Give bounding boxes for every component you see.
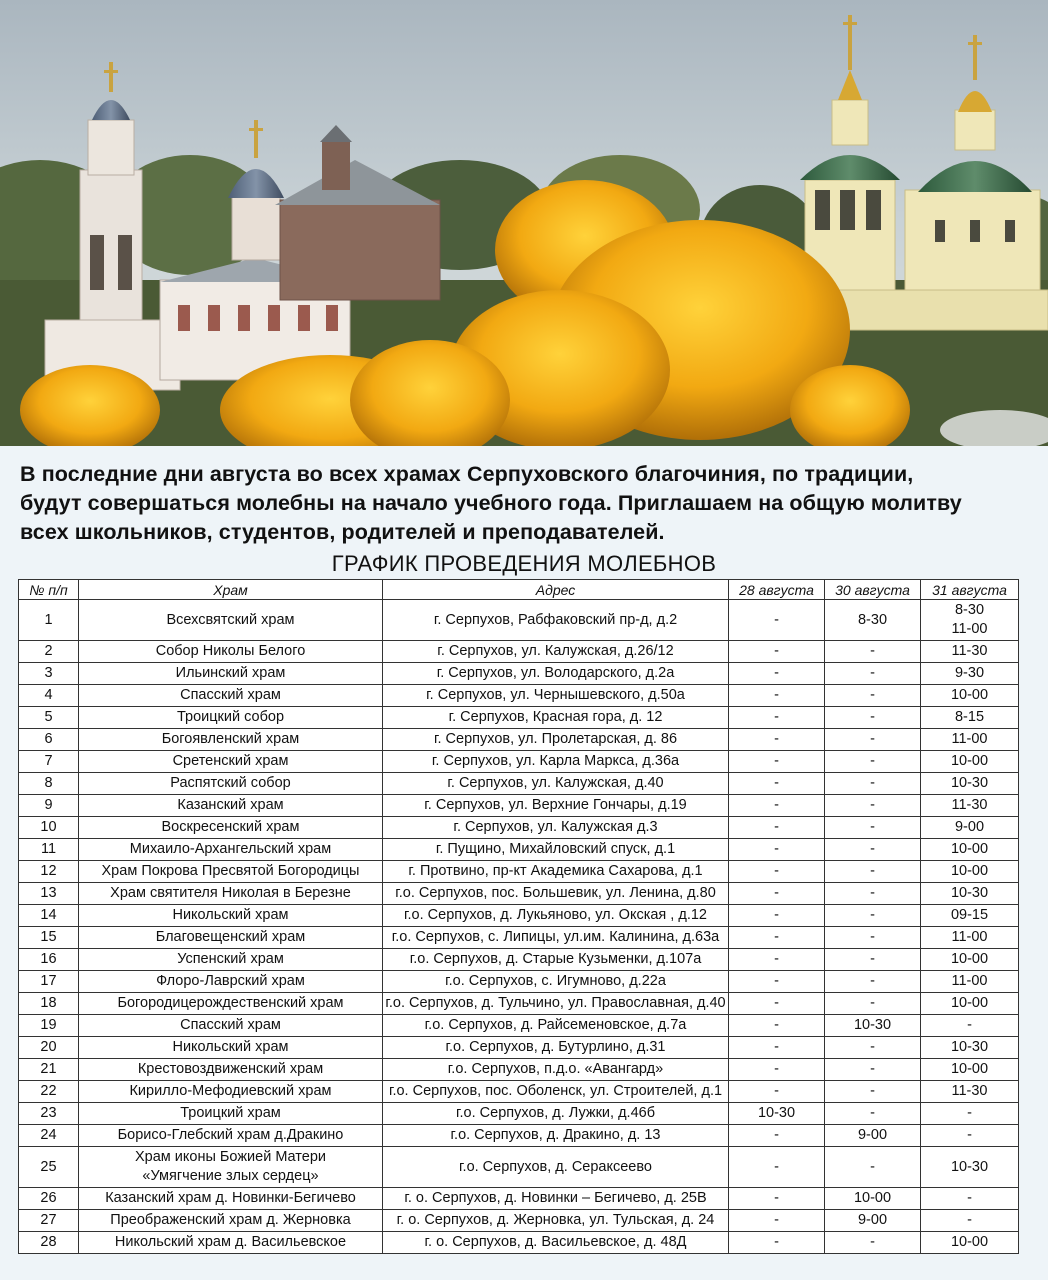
table-row [19, 751, 1019, 773]
church-address: г.о. Серпухов, д. Лукьяново, ул. Окская , д.12 [383, 905, 729, 927]
church-name-line: Храм иконы Божией Матери [134, 1149, 327, 1165]
time-aug30: - [825, 1232, 921, 1254]
church-name: Троицкий собор [79, 707, 383, 729]
church-address: г. Серпухов, ул. Верхние Гончары, д.19 [383, 795, 729, 817]
time-aug30: - [825, 817, 921, 839]
time-aug30: - [825, 927, 921, 949]
time-aug30: - [825, 993, 921, 1015]
time-aug31-line: 8-30 [954, 602, 985, 618]
church-name: Борисо-Глебский храм д.Дракино [79, 1125, 383, 1147]
church-name: Воскресенский храм [79, 817, 383, 839]
header-address: Адрес [383, 580, 729, 600]
table-row [19, 729, 1019, 751]
time-aug28: - [729, 883, 825, 905]
table-row [19, 839, 1019, 861]
table-row [19, 707, 1019, 729]
time-aug28: - [729, 839, 825, 861]
time-aug28: - [729, 773, 825, 795]
time-aug30: - [825, 663, 921, 685]
row-number: 10 [19, 817, 79, 839]
time-aug31-line: 11-00 [951, 621, 988, 637]
table-row [19, 1081, 1019, 1103]
intro-paragraph [20, 460, 1028, 547]
header-aug30: 30 августа [825, 580, 921, 600]
table-row [19, 971, 1019, 993]
time-aug30: - [825, 707, 921, 729]
row-number: 21 [19, 1059, 79, 1081]
time-aug28: - [729, 993, 825, 1015]
row-number: 12 [19, 861, 79, 883]
row-number: 7 [19, 751, 79, 773]
row-number: 16 [19, 949, 79, 971]
time-aug28: - [729, 600, 825, 641]
time-aug30: 10-00 [825, 1188, 921, 1210]
time-aug28: - [729, 751, 825, 773]
table-row [19, 1188, 1019, 1210]
header-church: Храм [79, 580, 383, 600]
table-body [19, 600, 1019, 1254]
time-aug28: - [729, 1125, 825, 1147]
time-aug31: 10-30 [921, 773, 1019, 795]
time-aug28: - [729, 1037, 825, 1059]
time-aug31: 10-00 [921, 949, 1019, 971]
table-row [19, 1015, 1019, 1037]
row-number: 18 [19, 993, 79, 1015]
time-aug30: 9-00 [825, 1125, 921, 1147]
time-aug28: - [729, 641, 825, 663]
row-number: 28 [19, 1232, 79, 1254]
church-address: г.о. Серпухов, пос. Большевик, ул. Ленина, д.80 [383, 883, 729, 905]
table-row [19, 773, 1019, 795]
table-row [19, 1232, 1019, 1254]
church-name: Собор Николы Белого [79, 641, 383, 663]
church-address: г. о. Серпухов, д. Новинки – Бегичево, д. 25В [383, 1188, 729, 1210]
church-address: г. Серпухов, ул. Калужская д.3 [383, 817, 729, 839]
time-aug31: 11-30 [921, 641, 1019, 663]
time-aug31: 10-00 [921, 751, 1019, 773]
time-aug30: - [825, 883, 921, 905]
row-number: 2 [19, 641, 79, 663]
table-row [19, 685, 1019, 707]
time-aug30: 10-30 [825, 1015, 921, 1037]
row-number: 5 [19, 707, 79, 729]
table-row [19, 1210, 1019, 1232]
row-number: 14 [19, 905, 79, 927]
church-name: Крестовоздвиженский храм [79, 1059, 383, 1081]
church-name: Ильинский храм [79, 663, 383, 685]
table-row [19, 861, 1019, 883]
time-aug31: 10-00 [921, 993, 1019, 1015]
church-address: г.о. Серпухов, с. Липицы, ул.им. Калинина, д.63а [383, 927, 729, 949]
church-address: г. Серпухов, ул. Пролетарская, д. 86 [383, 729, 729, 751]
row-number: 27 [19, 1210, 79, 1232]
church-name: Богоявленский храм [79, 729, 383, 751]
time-aug28: - [729, 927, 825, 949]
church-address: г.о. Серпухов, с. Игумново, д.22а [383, 971, 729, 993]
church-address: г.о. Серпухов, д. Тульчино, ул. Православная, д.40 [383, 993, 729, 1015]
row-number: 26 [19, 1188, 79, 1210]
church-name: Распятский собор [79, 773, 383, 795]
row-number: 6 [19, 729, 79, 751]
church-name: Сретенский храм [79, 751, 383, 773]
church-address: г.о. Серпухов, д. Сераксеево [383, 1147, 729, 1188]
church-address: г. Серпухов, ул. Чернышевского, д.50а [383, 685, 729, 707]
church-address: г.о. Серпухов, д. Бутурлино, д.31 [383, 1037, 729, 1059]
time-aug31: 10-00 [921, 861, 1019, 883]
time-aug31: - [921, 1188, 1019, 1210]
row-number: 9 [19, 795, 79, 817]
church-name [79, 1147, 383, 1188]
time-aug28: - [729, 1147, 825, 1188]
time-aug28: - [729, 1210, 825, 1232]
time-aug31: 8-15 [921, 707, 1019, 729]
time-aug30: 9-00 [825, 1210, 921, 1232]
row-number: 15 [19, 927, 79, 949]
time-aug28: - [729, 707, 825, 729]
table-row [19, 927, 1019, 949]
time-aug31: - [921, 1210, 1019, 1232]
time-aug31: 09-15 [921, 905, 1019, 927]
time-aug30: - [825, 971, 921, 993]
time-aug28: - [729, 1188, 825, 1210]
time-aug28: - [729, 663, 825, 685]
time-aug30: - [825, 1081, 921, 1103]
church-address: г. о. Серпухов, д. Жерновка, ул. Тульская, д. 24 [383, 1210, 729, 1232]
time-aug30: - [825, 729, 921, 751]
church-address: г. Протвино, пр-кт Академика Сахарова, д.1 [383, 861, 729, 883]
church-name: Храм Покрова Пресвятой Богородицы [79, 861, 383, 883]
church-address: г. Серпухов, Рабфаковский пр-д, д.2 [383, 600, 729, 641]
church-address: г. Серпухов, Красная гора, д. 12 [383, 707, 729, 729]
church-name: Казанский храм [79, 795, 383, 817]
table-row [19, 1059, 1019, 1081]
time-aug30: - [825, 1103, 921, 1125]
row-number: 8 [19, 773, 79, 795]
time-aug30: - [825, 1059, 921, 1081]
schedule-table [18, 579, 1019, 1254]
time-aug31 [921, 600, 1019, 641]
time-aug30: - [825, 949, 921, 971]
time-aug28: - [729, 795, 825, 817]
row-number: 11 [19, 839, 79, 861]
row-number: 13 [19, 883, 79, 905]
time-aug30: - [825, 751, 921, 773]
church-address: г. Серпухов, ул. Володарского, д.2а [383, 663, 729, 685]
time-aug28: - [729, 971, 825, 993]
table-row [19, 949, 1019, 971]
intro-line: всех школьников, студентов, родителей и преподавателей. [20, 520, 665, 544]
hero-photo [0, 0, 1048, 446]
church-address: г. Серпухов, ул. Калужская, д.26/12 [383, 641, 729, 663]
time-aug31: 11-00 [921, 729, 1019, 751]
table-row [19, 1037, 1019, 1059]
table-header-row [19, 580, 1019, 600]
time-aug28: - [729, 1081, 825, 1103]
time-aug31: - [921, 1125, 1019, 1147]
time-aug31: - [921, 1103, 1019, 1125]
table-row [19, 993, 1019, 1015]
church-name: Троицкий храм [79, 1103, 383, 1125]
time-aug31: 10-00 [921, 685, 1019, 707]
church-name: Благовещенский храм [79, 927, 383, 949]
time-aug31: 11-30 [921, 1081, 1019, 1103]
row-number: 19 [19, 1015, 79, 1037]
table-row [19, 795, 1019, 817]
church-address: г. о. Серпухов, д. Васильевское, д. 48Д [383, 1232, 729, 1254]
church-name: Флоро-Лаврский храм [79, 971, 383, 993]
time-aug30: - [825, 641, 921, 663]
time-aug31: 9-00 [921, 817, 1019, 839]
church-address: г.о. Серпухов, д. Лужки, д.46б [383, 1103, 729, 1125]
churches-illustration [0, 0, 1048, 446]
time-aug28: - [729, 861, 825, 883]
time-aug28: - [729, 729, 825, 751]
table-row [19, 641, 1019, 663]
time-aug31: 9-30 [921, 663, 1019, 685]
time-aug30: - [825, 773, 921, 795]
time-aug28: 10-30 [729, 1103, 825, 1125]
time-aug31: 10-30 [921, 883, 1019, 905]
table-row [19, 600, 1019, 641]
table-row [19, 1103, 1019, 1125]
church-address: г. Серпухов, ул. Карла Маркса, д.36а [383, 751, 729, 773]
time-aug30: - [825, 685, 921, 707]
church-address: г.о. Серпухов, д. Дракино, д. 13 [383, 1125, 729, 1147]
time-aug31: 10-30 [921, 1147, 1019, 1188]
church-address: г.о. Серпухов, д. Райсеменовское, д.7а [383, 1015, 729, 1037]
row-number: 24 [19, 1125, 79, 1147]
church-name: Никольский храм [79, 1037, 383, 1059]
church-name: Кирилло-Мефодиевский храм [79, 1081, 383, 1103]
time-aug28: - [729, 905, 825, 927]
church-name-line: «Умягчение злых сердец» [142, 1168, 319, 1184]
table-row [19, 1125, 1019, 1147]
time-aug30: 8-30 [825, 600, 921, 641]
church-name: Спасский храм [79, 685, 383, 707]
church-name: Спасский храм [79, 1015, 383, 1037]
row-number: 4 [19, 685, 79, 707]
intro-line: В последние дни августа во всех храмах Серпуховского благочиния, по традиции, [20, 462, 914, 486]
church-name: Всехсвятский храм [79, 600, 383, 641]
header-number: № п/п [19, 580, 79, 600]
schedule-title: ГРАФИК ПРОВЕДЕНИЯ МОЛЕБНОВ [331, 551, 717, 576]
table-row [19, 663, 1019, 685]
table-row [19, 883, 1019, 905]
table-row [19, 817, 1019, 839]
time-aug30: - [825, 795, 921, 817]
church-address: г.о. Серпухов, пос. Оболенск, ул. Строителей, д.1 [383, 1081, 729, 1103]
church-address: г. Пущино, Михайловский спуск, д.1 [383, 839, 729, 861]
time-aug28: - [729, 685, 825, 707]
time-aug31: - [921, 1015, 1019, 1037]
church-name: Никольский храм [79, 905, 383, 927]
time-aug31: 10-00 [921, 1232, 1019, 1254]
church-name: Никольский храм д. Васильевское [79, 1232, 383, 1254]
church-name: Преображенский храм д. Жерновка [79, 1210, 383, 1232]
time-aug28: - [729, 1232, 825, 1254]
row-number: 17 [19, 971, 79, 993]
church-address: г. Серпухов, ул. Калужская, д.40 [383, 773, 729, 795]
row-number: 20 [19, 1037, 79, 1059]
time-aug31: 10-00 [921, 839, 1019, 861]
church-name: Успенский храм [79, 949, 383, 971]
table-row [19, 1147, 1019, 1188]
row-number: 25 [19, 1147, 79, 1188]
time-aug31: 10-00 [921, 1059, 1019, 1081]
time-aug31: 10-30 [921, 1037, 1019, 1059]
time-aug28: - [729, 1059, 825, 1081]
church-address: г.о. Серпухов, д. Старые Кузьменки, д.107а [383, 949, 729, 971]
time-aug30: - [825, 1037, 921, 1059]
row-number: 22 [19, 1081, 79, 1103]
church-name: Михаило-Архангельский храм [79, 839, 383, 861]
church-address: г.о. Серпухов, п.д.о. «Авангард» [383, 1059, 729, 1081]
header-aug28: 28 августа [729, 580, 825, 600]
row-number: 23 [19, 1103, 79, 1125]
time-aug28: - [729, 817, 825, 839]
time-aug30: - [825, 839, 921, 861]
church-name: Богородицерождественский храм [79, 993, 383, 1015]
church-name: Храм святителя Николая в Березне [79, 883, 383, 905]
time-aug30: - [825, 1147, 921, 1188]
time-aug28: - [729, 1015, 825, 1037]
row-number: 1 [19, 600, 79, 641]
church-name: Казанский храм д. Новинки-Бегичево [79, 1188, 383, 1210]
time-aug31: 11-00 [921, 927, 1019, 949]
time-aug30: - [825, 861, 921, 883]
intro-line: будут совершаться молебны на начало учебного года. Приглашаем на общую молитву [20, 491, 962, 515]
header-aug31: 31 августа [921, 580, 1019, 600]
table-row [19, 905, 1019, 927]
time-aug31: 11-00 [921, 971, 1019, 993]
row-number: 3 [19, 663, 79, 685]
time-aug30: - [825, 905, 921, 927]
time-aug31: 11-30 [921, 795, 1019, 817]
time-aug28: - [729, 949, 825, 971]
